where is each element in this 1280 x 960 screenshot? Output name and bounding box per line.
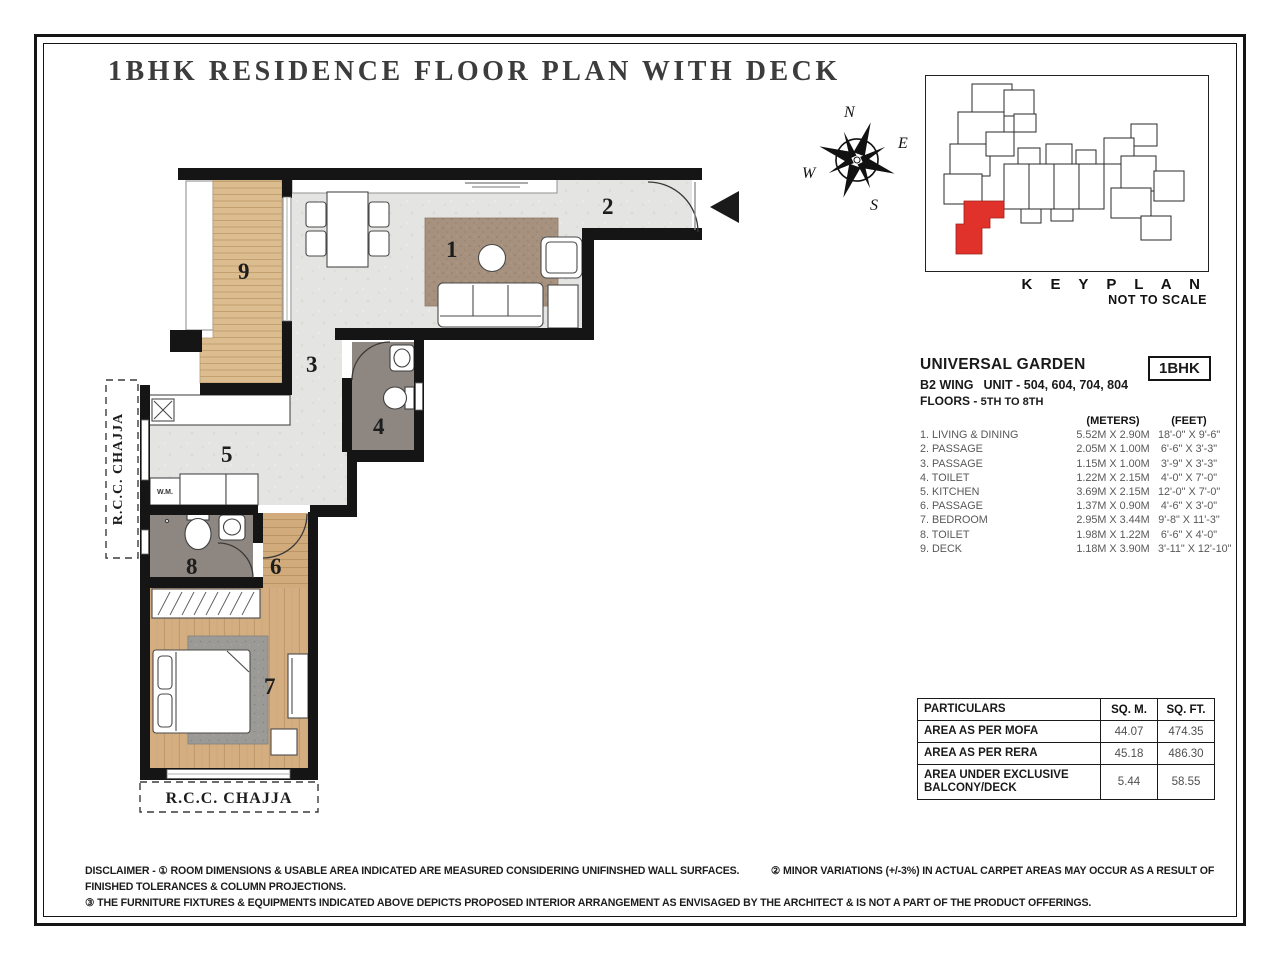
dimension-row: 9. DECK 1.18M X 3.90M 3'-11" X 12'-10" [920, 542, 1232, 555]
compass-rose-icon [800, 100, 915, 215]
compass-e: E [898, 135, 908, 152]
entrance-arrow-icon [710, 191, 739, 223]
header-sqft: SQ. FT. [1158, 699, 1215, 721]
deck-ledge [186, 181, 213, 330]
area-row-rera: AREA AS PER RERA 45.18 486.30 [918, 743, 1215, 765]
room-label-7: 7 [264, 674, 276, 699]
dimension-row: 7. BEDROOM 2.95M X 3.44M 9'-8" X 11'-3" [920, 514, 1220, 527]
header-sqm: SQ. M. [1101, 699, 1158, 721]
side-table [548, 285, 578, 328]
dimension-row: 6. PASSAGE 1.37M X 0.90M 4'-6" X 3'-0" [920, 500, 1218, 513]
dresser [288, 654, 308, 718]
dimension-row: 8. TOILET 1.98M X 1.22M 6'-6" X 4'-0" [920, 528, 1218, 541]
floor-plan-drawing [80, 140, 780, 852]
sofa [438, 283, 543, 327]
key-plan-highlight-unit [956, 201, 1004, 254]
dining-chair [369, 231, 389, 256]
kitchen-appliance [226, 474, 258, 505]
room-label-8: 8 [186, 554, 198, 579]
room-label-5: 5 [221, 442, 233, 467]
compass-w: W [802, 165, 816, 182]
wardrobe [152, 589, 260, 618]
floors-label: FLOORS - [920, 394, 978, 408]
disclaimer-item3: ③ THE FURNITURE FIXTURES & EQUIPMENTS INDICATED ABOVE DEPICTS PROPOSED INTERIOR ARRANGEMENT AS ENVISAGED BY THE ARCHITECT & IS NOT A PART OF THE PRODUCT OFFERINGS. [85, 897, 1092, 909]
header-particulars: PARTICULARS [918, 699, 1101, 721]
coffee-table [479, 245, 506, 272]
dimensions-table [920, 414, 1232, 556]
tv-console [292, 178, 557, 193]
compass-s: S [870, 197, 878, 214]
unit-numbers: UNIT - 504, 604, 704, 804 [983, 378, 1129, 392]
kitchen-appliance [180, 474, 226, 505]
dining-table [327, 192, 368, 267]
toilet4-window [416, 383, 423, 410]
chajja-bottom-label: R.C.C. CHAJJA [165, 790, 293, 807]
disclaimer-item1: ① ROOM DIMENSIONS & USABLE AREA INDICATED ARE MEASURED CONSIDERING UNIFINSHED WALL SURFACES. [158, 865, 740, 877]
room-label-1: 1 [446, 237, 458, 262]
project-info [920, 356, 1212, 408]
toilet4-wc [384, 387, 407, 409]
toilet8-drain [165, 519, 168, 522]
project-floors [920, 394, 1212, 408]
col-meters: (METERS) [1086, 415, 1140, 427]
kitchen-window [142, 420, 149, 480]
floors-range: 5TH TO 8TH [980, 396, 1044, 408]
dimension-row: 2. PASSAGE 2.05M X 1.00M 6'-6" X 3'-3" [920, 443, 1218, 456]
wm-label: W.M. [157, 489, 173, 496]
dining-chair [306, 202, 326, 227]
dimension-row: 4. TOILET 1.22M X 2.15M 4'-0" X 7'-0" [920, 471, 1218, 484]
area-summary-table [917, 698, 1215, 800]
room-label-2: 2 [602, 194, 614, 219]
area-table-header [918, 699, 1215, 721]
dimension-row: 3. PASSAGE 1.15M X 1.00M 3'-9" X 3'-3" [920, 457, 1218, 470]
disclaimer-line1 [85, 863, 1215, 895]
key-plan-drawing [926, 76, 1205, 268]
key-plan-box [925, 75, 1209, 272]
compass-n: N [844, 104, 855, 121]
pillow [158, 656, 172, 689]
area-row-mofa: AREA AS PER MOFA 44.07 474.35 [918, 721, 1215, 743]
dining-chair [306, 231, 326, 256]
key-plan-caption: K E Y P L A N [1021, 276, 1207, 293]
disclaimer-line2 [85, 895, 1215, 911]
dining-chair [369, 202, 389, 227]
stool [271, 729, 297, 755]
room-label-9: 9 [238, 259, 250, 284]
disclaimer-label: DISCLAIMER - [85, 865, 156, 877]
toilet8-wc [185, 519, 211, 550]
room-label-3: 3 [306, 352, 318, 377]
project-name: UNIVERSAL GARDEN [920, 356, 1086, 373]
area-row-balcony: AREA UNDER EXCLUSIVE BALCONY/DECK 5.44 58.55 [918, 765, 1215, 800]
dimension-row: 1. LIVING & DINING 5.52M X 2.90M 18'-0" X 9'-6" [920, 429, 1221, 442]
room-label-4: 4 [373, 414, 385, 439]
col-feet: (FEET) [1171, 415, 1207, 427]
chajja-left-label: R.C.C. CHAJJA [111, 412, 126, 526]
key-plan-note: NOT TO SCALE [1108, 293, 1207, 307]
page-title: 1BHK RESIDENCE FLOOR PLAN WITH DECK [108, 56, 841, 87]
pillow [158, 694, 172, 727]
toilet8-window [142, 530, 149, 554]
disclaimer [85, 863, 1215, 911]
room-label-6: 6 [270, 554, 282, 579]
dimensions-header [920, 414, 1220, 428]
dimension-row: 5. KITCHEN 3.69M X 2.15M 12'-0" X 7'-0" [920, 486, 1221, 499]
unit-type-badge: 1BHK [1148, 356, 1211, 381]
wing-label: B2 WING [920, 378, 974, 392]
disclaimer-item2: ② MINOR VARIATIONS (+/-3%) IN ACTUAL CARPET AREAS MAY OCCUR AS A RESULT OF FINISHED TOLERANCES & COLUMN PROJECTIONS. [85, 865, 1215, 893]
